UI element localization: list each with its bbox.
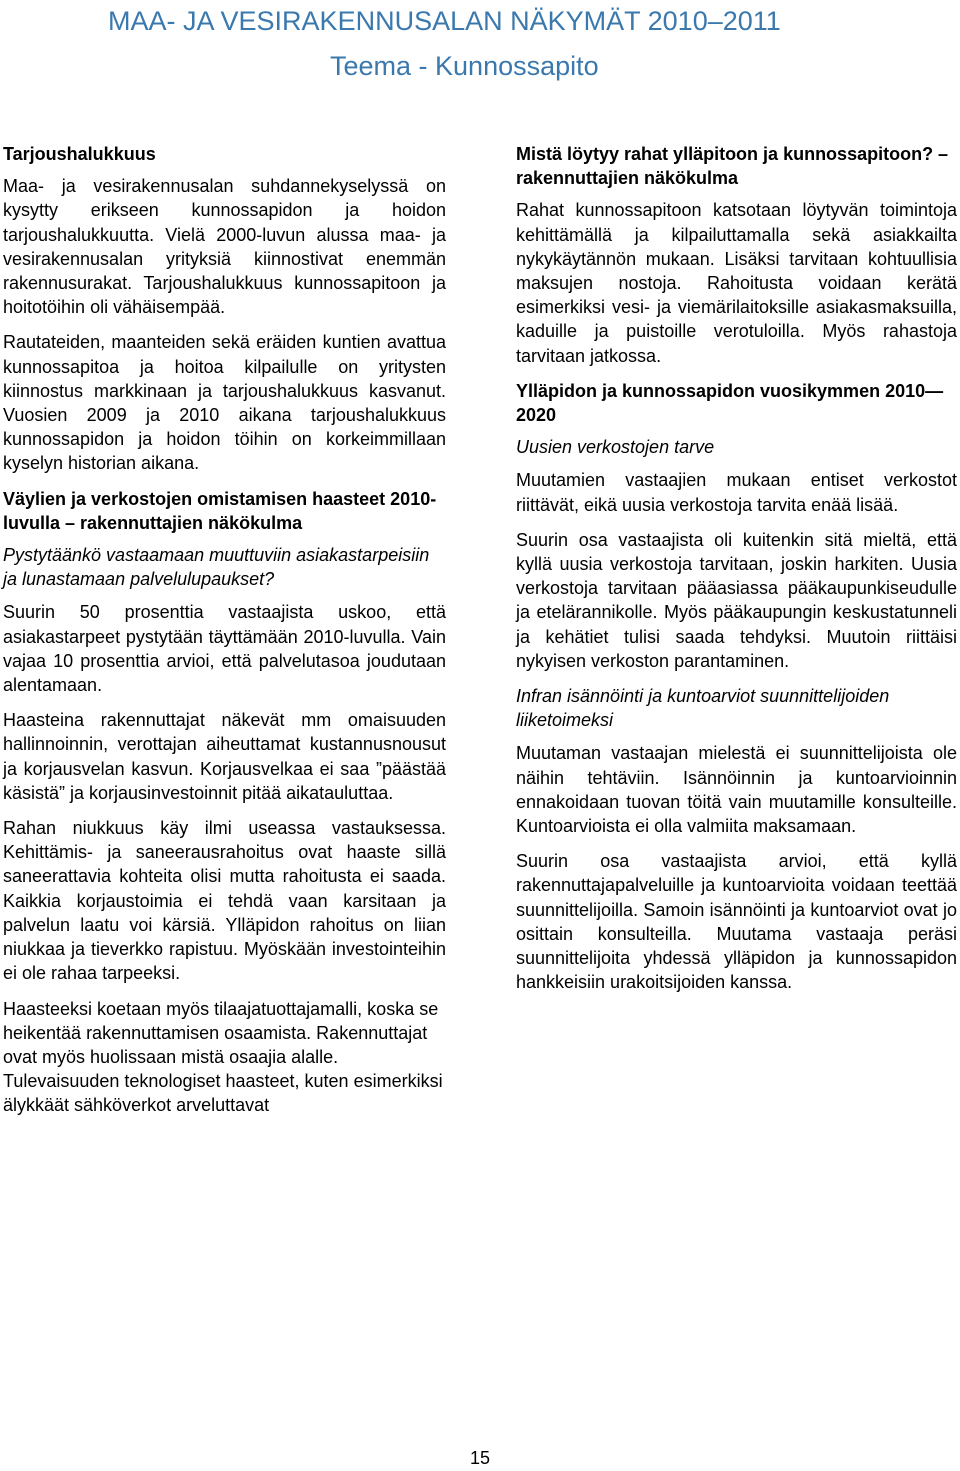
paragraph: Rahan niukkuus käy ilmi useassa vastauksessa. Kehittämis- ja saneerausrahoitus ovat haaste sillä saneerattavia kohteita olisi mutta rahoitusta ei saada. Kaikkia korjaustoimia ei tehdä vaan karsitaan ja palvelun laatu voi kärsiä. Ylläpidon rahoitus on liian niukkaa ja tieverkko rapistuu. Myöskään investointeihin ei ole rahaa tarpeeksi. (3, 818, 446, 984)
section-heading-haasteet: Väylien ja verkostojen omistamisen haasteet 2010-luvulla – rakennuttajien näkökulma (3, 488, 437, 533)
left-column (3, 142, 446, 1129)
header-title: MAA- JA VESIRAKENNUSALAN NÄKYMÄT 2010–2011 (108, 6, 781, 36)
section-heading-tarjoushalukkuus: Tarjoushalukkuus (3, 144, 156, 164)
subheading-asiakastarpeet: Pystytäänkö vastaamaan muuttuviin asiakastarpeisiin ja lunastamaan palvelulupaukset? (3, 545, 430, 590)
paragraph: Muutamien vastaajien mukaan entiset verkostot riittävät, eikä uusia verkostoja tarvita enää lisää. (516, 470, 957, 515)
paragraph: Haasteina rakennuttajat näkevät mm omaisuuden hallinnoinnin, verottajan aiheuttamat kustannusnousut ja korjausvelan kasvun. Korjausvelkaa ei saa ”päästää käsistä” ja korjausinvestoinnit pitää aikatauluttaa. (3, 710, 446, 803)
paragraph: Suurin 50 prosenttia vastaajista uskoo, että asiakastarpeet pystytään täyttämään 2010-luvulla. Vain vajaa 10 prosenttia arvioi, että palvelutasoa joudutaan alentamaan. (3, 602, 446, 696)
paragraph: Muutaman vastaajan mielestä ei suunnittelijoista ole näihin tehtäviin. Isännöinnin ja kuntoarvioinnin ennakoidaan tuovan töitä vain muutamille konsulteille. Kuntoarvioista ei olla valmiita maksamaan. (516, 743, 957, 837)
section-heading-rahat: Mistä löytyy rahat ylläpitoon ja kunnossapitoon? – rakennuttajien näkökulma (516, 144, 949, 189)
page-number: 15 (470, 1448, 491, 1468)
paragraph: Haasteeksi koetaan myös tilaajatuottajamalli, koska se heikentää rakennuttamisen osaamista. Rakennuttajat ovat myös huolissaan mistä osaajia alalle. Tulevaisuuden teknologiset haasteet, kuten esimerkiksi älykkäät sähköverkot arveluttavat (3, 998, 443, 1116)
right-column (516, 142, 957, 1006)
subheading-verkostot: Uusien verkostojen tarve (516, 437, 715, 458)
paragraph: Rahat kunnossapitoon katsotaan löytyvän toimintoja kehittämällä ja kilpailuttamalla sekä asiakkailta nykykäytännön mukaan. Lisäksi tarvitaan kohtuullisia maksujen nostoja. Rahoitusta voidaan kerätä esimerkiksi vesi- ja viemärilaitoksille asiakasmaksuilla, kaduille ja puistoille verotuloilla. Myös rahastoja tarvitaan jatkossa. (516, 200, 957, 366)
paragraph: Suurin osa vastaajista oli kuitenkin sitä mieltä, että kyllä uusia verkostoja tarvitaan, joskin harkiten. Uusia verkostoja tarvitaan pääasiassa pääkaupunkiseudulle ja etelärannikolle. Myös pääkaupungin keskustatunneli ja kehätiet tulisi saada tehdyksi. Muutoin riittäisi nykyisen verkoston parantaminen. (516, 529, 957, 671)
page-header (108, 6, 781, 82)
paragraph: Rautateiden, maanteiden sekä eräiden kuntien avattua kunnossapitoa ja hoitoa kilpailulle on yritysten kiinnostus markkinaan ja tarjoushalukkuus kasvanut. Vuosien 2009 ja 2010 aikana tarjoushalukkuus kunnossapidon ja hoidon töihin on korkeimmillaan kyselyn historian aikana. (3, 332, 446, 474)
section-heading-vuosikymmen: Ylläpidon ja kunnossapidon vuosikymmen 2010—2020 (516, 380, 944, 426)
paragraph: Suurin osa vastaajista arvioi, että kyllä rakennuttajapalveluille ja kuntoarvioita voidaan teettää suunnittelijoilla. Samoin isännöinti ja kuntoarviot ovat jo osittain konsulteilla. Muutama vastaaja peräsi suunnittelijoita yhdessä ylläpidon ja kunnossapidon hankkeisiin urakoitsijoiden kanssa. (516, 851, 957, 993)
subheading-isannointi: Infran isännöinti ja kuntoarviot suunnittelijoiden liiketoimeksi (516, 686, 890, 731)
header-theme: Teema - Kunnossapito (330, 51, 599, 81)
paragraph: Maa- ja vesirakennusalan suhdannekyselyssä on kysytty erikseen kunnossapidon ja hoidon tarjoushalukkuutta. Vielä 2000-luvun alussa maa- ja vesirakennusalan yrityksiä kiinnostivat enemmän rakennusurakat. Tarjoushalukkuus kunnossapitoon ja hoitotöihin oli vähäisempää. (3, 176, 446, 318)
